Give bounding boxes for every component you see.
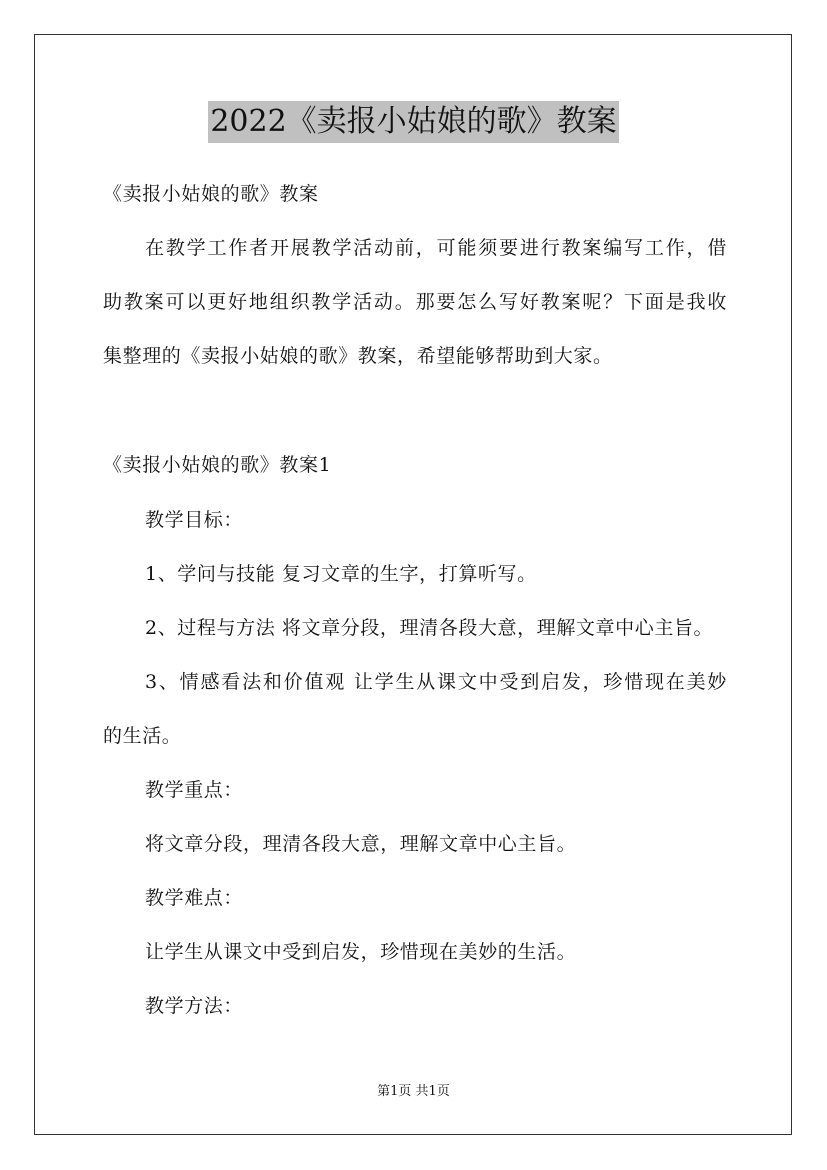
intro-line-3: 集整理的《卖报小姑娘的歌》教案，希望能够帮助到大家。 bbox=[103, 345, 613, 367]
goal-item-1: 1、学问与技能 复习文章的生字，打算听写。 bbox=[145, 563, 537, 585]
document-subtitle: 《卖报小姑娘的歌》教案 bbox=[103, 183, 319, 205]
goal-item-2: 2、过程与方法 将文章分段，理清各段大意，理解文章中心主旨。 bbox=[145, 617, 714, 639]
key-points-text: 将文章分段，理清各段大意，理解文章中心主旨。 bbox=[145, 833, 577, 855]
key-points-label: 教学重点： bbox=[145, 779, 244, 801]
intro-line-1: 在教学工作者开展教学活动前，可能须要进行教案编写工作，借 bbox=[145, 237, 727, 259]
document-title: 2022《卖报小姑娘的歌》教案 bbox=[208, 101, 618, 143]
teaching-methods-label: 教学方法： bbox=[145, 995, 244, 1017]
title-container bbox=[0, 101, 827, 143]
difficulties-text: 让学生从课文中受到启发，珍惜现在美妙的生活。 bbox=[145, 941, 577, 963]
goal-item-3-continued: 的生活。 bbox=[103, 725, 182, 747]
page-footer: 第1页 共1页 bbox=[377, 1084, 450, 1099]
difficulties-label: 教学难点： bbox=[145, 887, 244, 909]
goal-item-3: 3、情感看法和价值观 让学生从课文中受到启发，珍惜现在美妙 bbox=[145, 671, 727, 693]
intro-line-2: 助教案可以更好地组织教学活动。那要怎么写好教案呢？下面是我收 bbox=[103, 291, 727, 313]
section-heading: 《卖报小姑娘的歌》教案1 bbox=[103, 454, 332, 476]
teaching-goals-label: 教学目标： bbox=[145, 509, 244, 531]
